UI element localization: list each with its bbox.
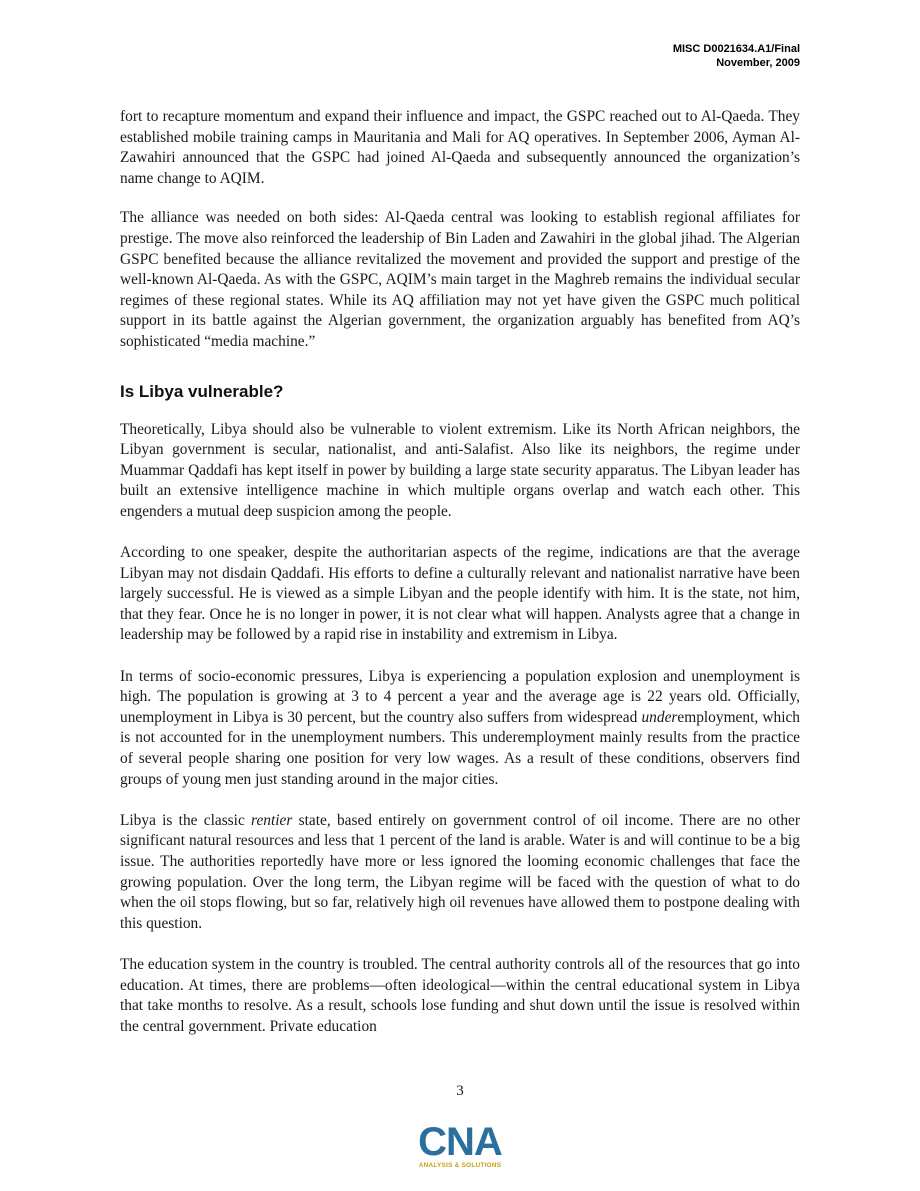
cna-logo [408, 1122, 512, 1174]
text-run: Libya is the classic [120, 811, 252, 829]
document-header [673, 42, 800, 70]
paragraph-speaker: According to one speaker, despite the authoritarian aspects of the regime, indications are that the average Libyan may not disdain Qaddafi. His efforts to define a culturally relevant and nationalist narrative have been largely successful. He is viewed as a simple Libyan and the people identify with him. It is the state, not him, that they fear. Once he is no longer in power, it is not clear what will happen. Analysts agree that a change in leadership may be followed by a rapid rise in instability and extremism in Libya. [120, 544, 800, 644]
document-body [120, 107, 800, 1058]
italic-text: rentier [251, 811, 293, 829]
text-run: state, based entirely on government control of oil income. There are no other significant natural resources and less that 1 percent of the land is arable. Water is and will continue to be a big issue. The authorities reportedly have more or less ignored the looming economic challenges that face the growing population. Over the long term, the Libyan regime will be faced with the question of what to do when the oil stops flowing, but so far, relatively high oil revenues have allowed them to postpone dealing with this question. [120, 811, 800, 932]
logo-tagline: ANALYSIS & SOLUTIONS [418, 1162, 502, 1169]
logo-wordmark: CNA [418, 1120, 502, 1164]
paragraph-alliance: The alliance was needed on both sides: Al-Qaeda central was looking to establish regional affiliates for prestige. The move also reinforced the leadership of Bin Laden and Zawahiri in the global jihad. The Algerian GSPC benefited because the alliance revitalized the movement and provided the support and prestige of the well-known Al-Qaeda. As with the GSPC, AQIM’s main target in the Maghreb remains the individual secular regimes of these regional states. While its AQ affiliation may not yet have given the GSPC much political support in its battle against the Algerian government, the organization arguably has benefited from AQ’s sophisticated “media machine.” [120, 209, 800, 350]
paragraph-gspc-alqaeda: fort to recapture momentum and expand their influence and impact, the GSPC reached out to Al-Qaeda. They established mobile training camps in Mauritania and Mali for AQ operatives. In September 2006, Ayman Al-Zawahiri announced that the GSPC had joined Al-Qaeda and subsequently announced the organization’s name change to AQIM. [120, 108, 800, 187]
section-heading: Is Libya vulnerable? [120, 381, 284, 401]
paragraph-rentier-state [120, 811, 800, 935]
text-run: employment, which is not accounted for in the unemployment numbers. This underemployment mainly results from the practice of several people sharing one position for very low wages. As a result of these conditions, observers find groups of young men just standing around in the major cities. [120, 708, 801, 788]
paragraph-education: The education system in the country is troubled. The central authority controls all of the resources that go into education. At times, there are problems—often ideological—within the central educational system in Libya that take months to resolve. As a result, schools lose funding and shut down until the issue is resolved within the central government. Private education [120, 955, 800, 1035]
paragraph-theoretically: Theoretically, Libya should also be vulnerable to violent extremism. Like its North African neighbors, the Libyan government is secular, nationalist, and anti-Salafist. Also like its neighbors, the regime under Muammar Qaddafi has kept itself in power by building a large state security apparatus. The Libyan leader has built an extensive intelligence machine in which multiple organs overlap and watch each other. This engenders a mutual deep suspicion among the people. [120, 420, 800, 520]
document-id: MISC D0021634.A1/Final [672, 43, 800, 55]
document-date: November, 2009 [716, 57, 800, 69]
italic-text: under [641, 708, 678, 726]
page-number: 3 [456, 1083, 464, 1099]
text-run: In terms of socio-economic pressures, Libya is experiencing a population explosion and unemployment is high. The population is growing at 3 to 4 percent a year and the average age is 22 years old. Officially, unemployment in Libya is 30 percent, but the country also suffers from widespread [120, 667, 800, 726]
paragraph-socio-economic [120, 667, 800, 791]
